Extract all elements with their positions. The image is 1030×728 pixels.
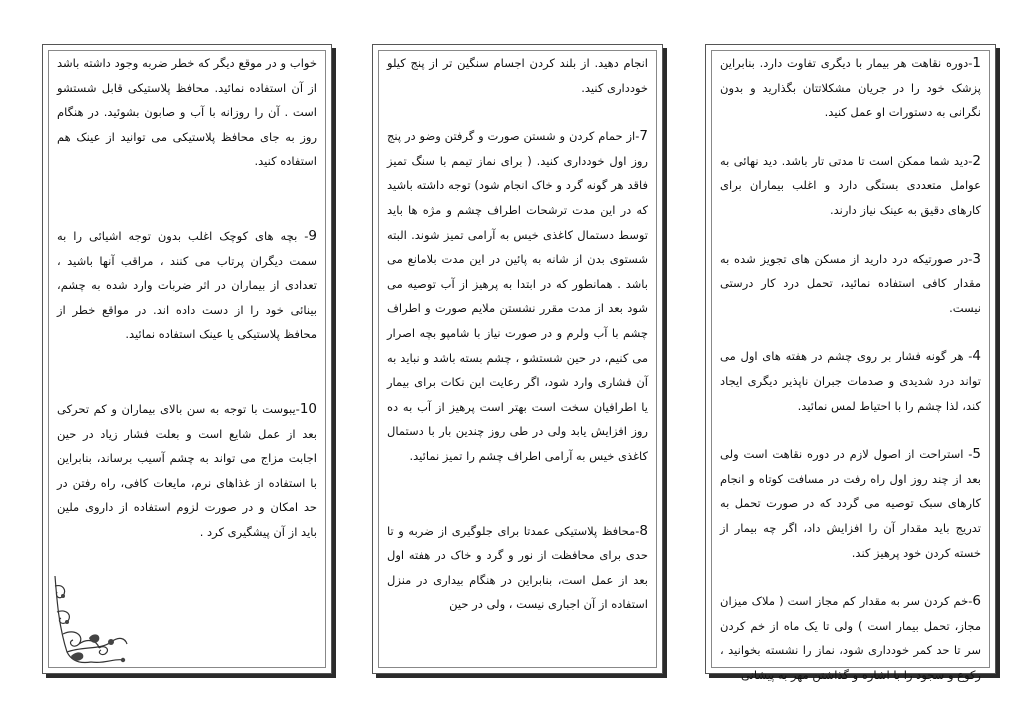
paragraph-item-2: 2-دید شما ممکن است تا مدتی تار باشد. دید نهائی به عوامل متعددی بستگی دارد و اغلب بیماران برای کارهای دقیق به عینک نیاز دارند.: [720, 152, 981, 217]
paragraph-item-7: 7-از حمام کردن و شستن صورت و گرفتن وضو در پنج روز اول خودداری کنید. ( برای نماز تیمم با سنگ تمیز فاقد هر گونه گرد و خاک انجام شود) توجه داشته باشید که در این مدت ترشحات اطراف چشم و مژه ها باید توسط دستمال کاغذی خیس به آرامی تمیز شوند. البته شستوی بدن از شانه به پائین در این مدت بلامانع می باشد . همانطور که در ابتدا به پرهیز از آب توصیه می شود بعد از مدت مقرر نشستن ملایم صورت و اطراف چشم با آب ولرم و در صورت نیاز با شامپو بچه اصرار می کنیم، در حین شستشو ، چشم بسته باشد و نباید به آن فشاری وارد شود، اگر رعایت این نکات برای بیمار یا اطرافیان سخت است بهتر است پرهیز از آب به ده روز افزایش یابد ولی در طی روز چندین بار با دستمال کاغذی خیس به آرامی اطراف چشم را تمیز نمائید.: [387, 128, 648, 463]
paragraph-item-8: 8-محافظ پلاستیکی عمدتا برای جلوگیری از ضربه و تا حدی برای محافظت از نور و گرد و خاک در هفته اول بعد از عمل است، بنابراین در هنگام بیداری در منزل استفاده از آن اجباری نیست ، ولی در حین: [387, 522, 648, 612]
floral-ornament-icon: [49, 572, 131, 667]
paragraph-item-5: 5- استراحت از اصول لازم در دوره نقاهت است ولی بعد از چند روز اول راه رفت در مسافت کوتاه و انجام کارهای سبک توصیه می گردد که در صورت تحمل به تدریج باید مقدار آن را افزایش داد، اگر چه بیمار از خسته کردن خود پرهیز کند.: [720, 446, 981, 560]
paragraph-item-4: 4- هر گونه فشار بر روی چشم در هفته های اول می تواند درد شدیدی و صدمات جبران ناپذیر دیگری ایجاد کند، لذا چشم را با احتیاط لمس نمائید.: [720, 348, 981, 413]
brochure-panel-right: [705, 44, 996, 682]
paragraph-continuation: خواب و در موقع دیگر که خطر ضربه وجود داشته باشد از آن استفاده نمائید. محافظ پلاستیکی قابل شستشو است . آن را روزانه با آب و صابون بشوئید. در هنگام روز به جای محافظ پلاستیکی می توانید از عینک هم استفاده کنید.: [57, 56, 317, 169]
panel-text: [57, 51, 317, 545]
panel-text: [720, 51, 981, 687]
panel-text: [387, 51, 648, 617]
paragraph-item-6: 6-خم کردن سر به مقدار کم مجاز است ( ملاک میزان مجاز، تحمل بیمار است ) ولی تا یک ماه از خم کردن سر تا حد کمر خودداری شود، نماز را نشسته بخوانید ، رکوع و سجود را با اشاره و گذاشتن مهر به پیشانی: [720, 593, 981, 682]
paragraph-continuation: انجام دهید. از بلند کردن اجسام سنگین تر از پنج کیلو خودداری کنید.: [387, 56, 648, 95]
paragraph-item-9: 9- بچه های کوچک اغلب بدون توجه اشیائی را به سمت دیگران پرتاب می کنند ، مراقب آنها باشید ، تعدادی از بیماران در اثر ضربات وارد شده به چشم، بینائی خود را از دست داده اند. در مواقع خطر از محافظ پلاستیکی یا عینک استفاده نمائید.: [57, 227, 317, 342]
paragraph-item-3: 3-در صورتیکه درد دارید از مسکن های تجویز شده به مقدار کافی استفاده نمائید، تحمل درد کار درستی نیست.: [720, 250, 981, 315]
brochure-panel-middle: [372, 44, 663, 674]
paragraph-item-10: 10-یبوست با توجه به سن بالای بیماران و کم تحرکی بعد از عمل شایع است و بعلت فشار زیاد در حین اجابت مزاج می تواند به چشم آسیب برساند، بنابراین با استفاده از غذاهای نرم، مایعات کافی، راه رفتن در حد امکان و در صورت لزوم استفاده از داروی ملین باید از آن پیشگیری کرد .: [57, 400, 317, 539]
brochure-panel-left: [42, 44, 332, 674]
paragraph-item-1: 1-دوره نقاهت هر بیمار با دیگری تفاوت دارد. بنابراین پزشک خود را در جریان مشکلاتتان بگذارید و بدون نگرانی به دستورات او عمل کنید.: [720, 55, 981, 120]
